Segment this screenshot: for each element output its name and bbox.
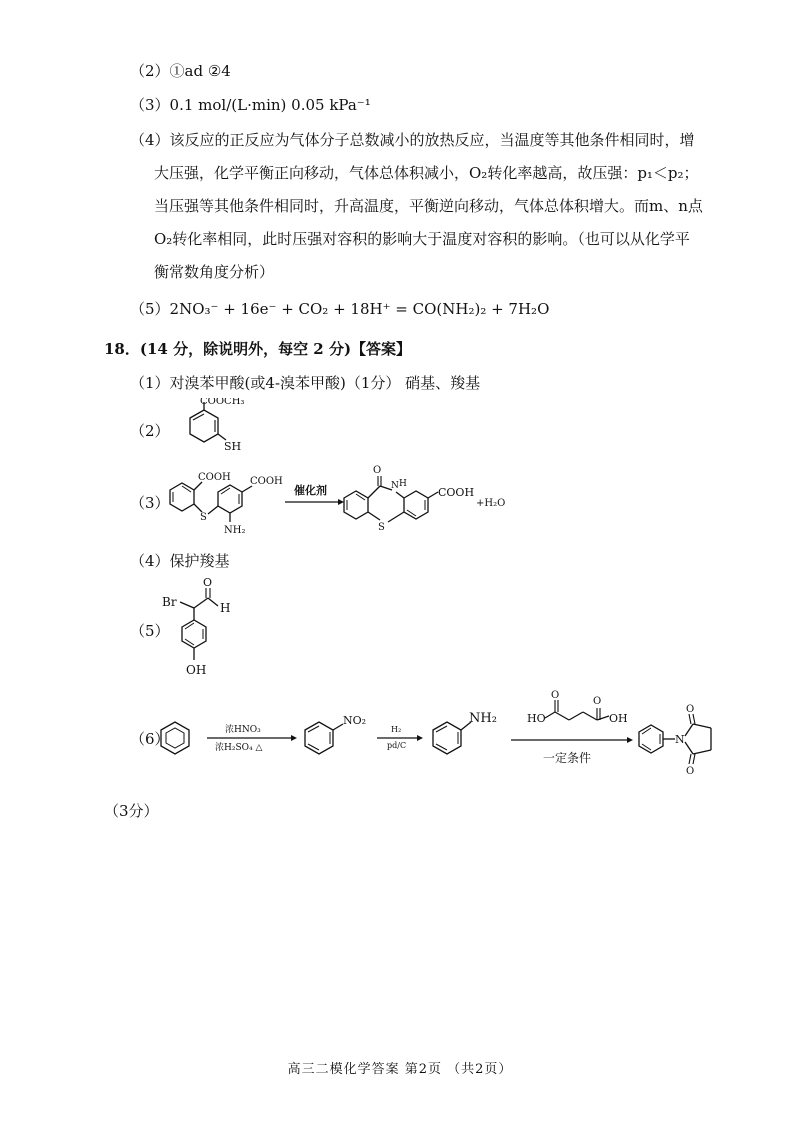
imide-o-top-label: O <box>686 704 695 715</box>
q18-part2-label: （2） <box>130 422 170 440</box>
q18-part1-label: （1） <box>130 374 170 392</box>
ester-label: COOCH₃ <box>200 398 245 407</box>
condensation-conditions: 一定条件 <box>543 751 592 765</box>
amine-label: NH₂ <box>224 525 246 536</box>
reduction-reagent: H₂ <box>391 725 402 734</box>
q17-part4-label: （4） <box>130 131 170 149</box>
water-label: +H₂O <box>476 498 506 509</box>
thiol-label: SH <box>224 440 242 453</box>
amide-h-label: H <box>399 479 407 489</box>
cooh-label-1: COOH <box>198 472 231 483</box>
q18-part3-label: （3） <box>130 494 170 512</box>
q18-header: 18．(14 分，除说明外，每空 2 分)【答案】 <box>104 340 412 358</box>
q18-part5-label: （5） <box>130 622 170 640</box>
q18-part1-text: 对溴苯甲酸(或4-溴苯甲酸)（1分） 硝基、羧基 <box>169 374 481 392</box>
nitration-conditions: 浓H₂SO₄ △ <box>215 743 263 753</box>
q17-part4 <box>130 124 730 289</box>
catalyst-label: 催化剂 <box>294 484 327 497</box>
q17-part2 <box>130 60 231 81</box>
imide-o-bottom-label: O <box>686 766 695 777</box>
q18-part1 <box>130 372 480 393</box>
succinic-o2-label: O <box>593 696 602 707</box>
q17-part4-line-3: 当压强等其他条件相同时，升高温度，平衡逆向移动，气体总体积增大。而m、n点 <box>154 197 703 215</box>
ring-sulfur-label: S <box>378 522 385 533</box>
q18-part4-label: （4） <box>130 552 170 570</box>
benzene-ring <box>161 722 189 754</box>
nitrobenzene-ring <box>305 722 333 754</box>
amine-label: NH₂ <box>469 711 497 726</box>
q18-part6-label: （6） <box>130 730 170 748</box>
q18-part4-text: 保护羧基 <box>169 552 230 570</box>
sulfur-label: S <box>200 512 207 523</box>
q17-part4-line-2: 大压强，化学平衡正向移动，气体总体积减小，O₂转化率越高，故压强：p₁＜p₂； <box>154 164 699 182</box>
q17-part4-line-4: O₂转化率相同，此时压强对容积的影响大于温度对容积的影响。（也可以从化学平 <box>154 230 690 248</box>
hydroxyl-label: OH <box>186 663 207 677</box>
amide-n-label: N <box>391 481 399 491</box>
bromine-label: Br <box>162 595 177 609</box>
q17-part5 <box>130 298 549 319</box>
aldehyde-o-label: O <box>203 576 213 589</box>
succinic-o1-label: O <box>551 690 560 701</box>
aniline-ring <box>433 722 461 754</box>
aldehyde-h-label: H <box>220 601 231 615</box>
bromo-aldehyde-structure <box>160 576 250 686</box>
synthesis-route <box>155 690 735 790</box>
q17-part3-text: 0.1 mol/(L·min) 0.05 kPa⁻¹ <box>169 96 371 114</box>
succinic-ho-label: HO <box>527 712 546 725</box>
nitro-label: NO₂ <box>343 714 367 727</box>
q17-part2-label: （2） <box>130 62 170 80</box>
q17-part4-line-1: 该反应的正反应为气体分子总数减小的放热反应，当温度等其他条件相同时，增 <box>169 131 695 149</box>
q17-part3 <box>130 94 371 115</box>
methyl-thiosalicylate-structure <box>160 398 280 458</box>
q17-part5-equation: 2NO₃⁻ + 16e⁻ + CO₂ + 18H⁺ = CO(NH₂)₂ + 7H₂O <box>169 300 550 318</box>
page-footer: 高三二模化学答案 第2页 （共2页） <box>287 1062 513 1077</box>
cooh-label-2: COOH <box>250 476 283 487</box>
q17-part5-label: （5） <box>130 300 170 318</box>
phenyl-ring <box>639 725 663 753</box>
cooh-label-3: COOH <box>438 486 475 499</box>
carbonyl-o-label: O <box>373 465 382 476</box>
reduction-catalyst: pd/C <box>387 741 407 750</box>
succinic-oh-label: OH <box>609 712 628 725</box>
q18-part6-score: （3分） <box>104 802 159 820</box>
imide-n-label: N <box>675 733 685 746</box>
nitration-reagent: 浓HNO₃ <box>225 725 261 735</box>
cyclization-reaction <box>160 462 600 540</box>
q17-part4-line-5: 衡常数角度分析） <box>154 263 275 281</box>
q17-part3-label: （3） <box>130 96 170 114</box>
q17-part2-text: ①ad ②4 <box>169 62 231 80</box>
q18-part4 <box>130 550 230 571</box>
